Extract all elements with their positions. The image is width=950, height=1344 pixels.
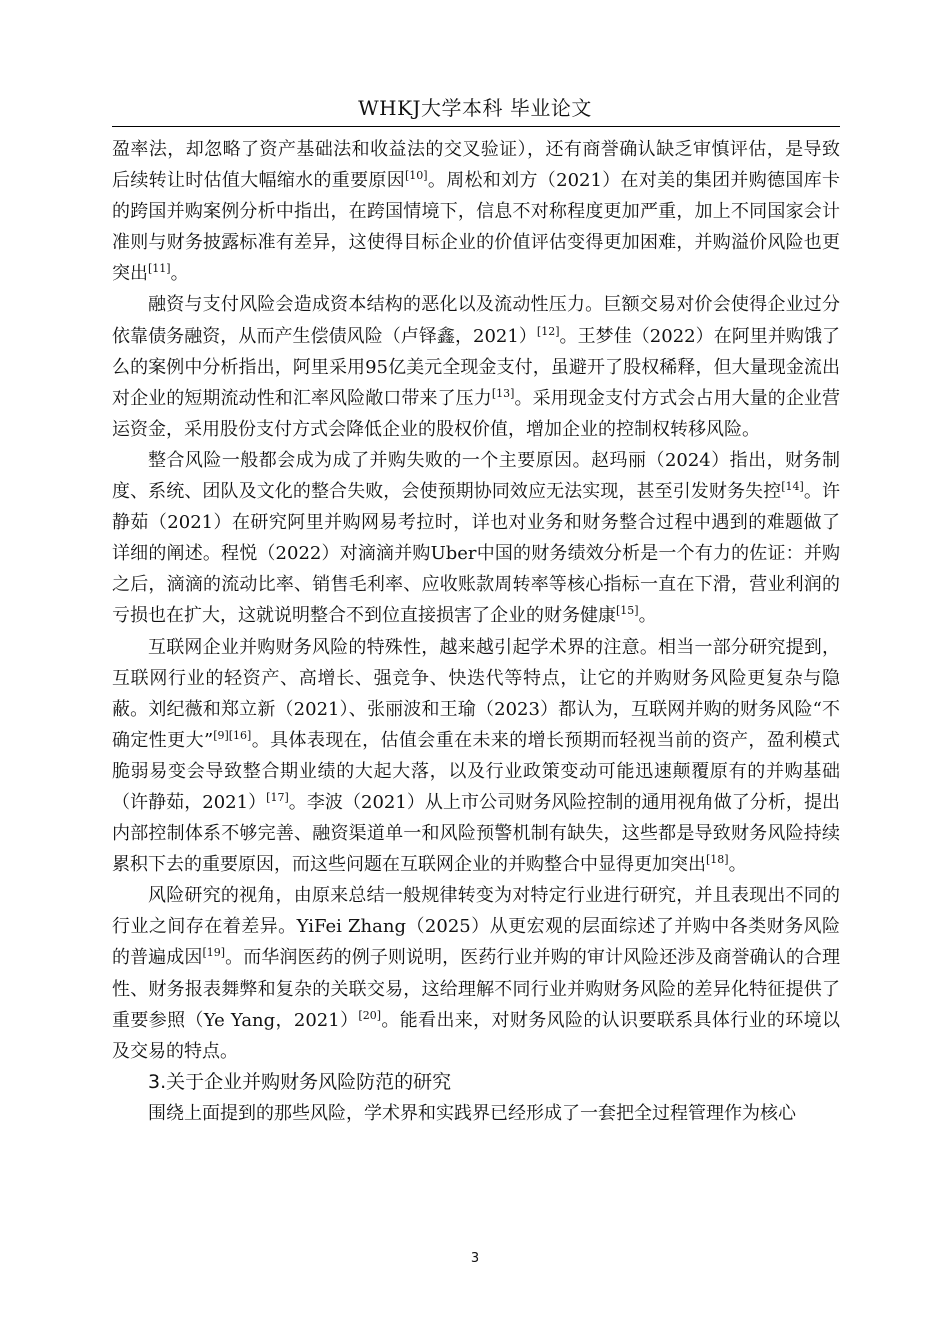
text-run: 。具体表现在，估值会重在未来的增长预期而轻视当前的资产，盈利模式脆弱易变会导致整合期业绩的大起大落，以及行业政策变动可能迅速颠覆原有的并购基础（许静茹，2021）: [112, 729, 841, 813]
paragraph: [112, 445, 840, 632]
citation-ref: [20]: [358, 1008, 382, 1022]
citation-ref: [12]: [536, 324, 560, 338]
text-run: 风险研究的视角，由原来总结一般规律转变为对特定行业进行研究，并且表现出不同的行业之间存在着差异。YiFei Zhang（2025）从更宏观的层面综述了并购中各类财务风险的普遍成因: [112, 885, 840, 969]
citation-ref: [10]: [405, 169, 428, 183]
citation-ref: [17]: [266, 790, 289, 804]
text-run: 。采用现金支付方式会占用大量的企业营运资金，采用股份支付方式会降低企业的股权价值，增加企业的控制权转移风险。: [112, 387, 841, 440]
header-title: 大学本科 毕业论文: [421, 96, 592, 120]
citation-ref: [9][16]: [213, 728, 252, 742]
text-run: 。而华润医药的例子则说明，医药行业并购的审计风险还涉及商誉确认的合理性、财务报表舞弊和复杂的关联交易，这给理解不同行业并购财务风险的差异化特征提供了重要参照（Ye Yang，2021）: [112, 947, 840, 1031]
text-run: 。李波（2021）从上市公司财务风险控制的通用视角做了分析，提出内部控制体系不够完善、融资渠道单一和风险预警机制有缺失，这些都是导致财务风险持续累积下去的重要原因，而这些问题在互联网企业的并购整合中显得更加突出: [112, 791, 840, 876]
section-heading: 3.关于企业并购财务风险防范的研究: [148, 1070, 452, 1093]
text-run: 。许静茹（2021）在研究阿里并购网易考拉时，详也对业务和财务整合过程中遇到的难题做了详细的阐述。程悦（2022）对滴滴并购Uber中国的财务绩效分析是一个有力的佐证：并购之后，滴滴的流动比率、销售毛利率、应收账款周转率等核心指标一直在下滑，营业利润的亏损也在扩大，这就说明整合不到位直接损害了企业的财务健康: [112, 481, 841, 627]
citation-ref: [13]: [491, 386, 515, 400]
body-text: [112, 134, 840, 1129]
page-number: 3: [470, 1251, 480, 1266]
text-run: 盈率法，却忽略了资产基础法和收益法的交叉验证），还有商誉确认缺乏审慎评估，是导致后续转让时估值大幅缩水的重要原因: [112, 139, 840, 192]
citation-ref: [15]: [616, 604, 639, 618]
citation-ref: [19]: [202, 946, 226, 960]
text-run: 。: [170, 263, 189, 285]
citation-ref: [18]: [706, 853, 729, 867]
header-school: WHKJ: [358, 96, 422, 120]
text-run: 。王梦佳（2022）在阿里并购饿了么的案例中分析指出，阿里采用95亿美元全现金支付，虽避开了股权稀释，但大量现金流出对企业的短期流动性和汇率风险敞口带来了压力: [112, 325, 841, 409]
paragraph: 围绕上面提到的那些风险，学术界和实践界已经形成了一套把全过程管理作为核心: [148, 1102, 796, 1124]
text-run: 。周松和刘方（2021）在对美的集团并购德国库卡的跨国并购案例分析中指出，在跨国情境下，信息不对称程度更加严重，加上不同国家会计准则与财务披露标准有差异，这使得目标企业的价值评估变得更加困难，并购溢价风险也更突出: [112, 170, 840, 285]
header-rule: [112, 126, 840, 127]
text-run: 融资与支付风险会造成资本结构的恶化以及流动性压力。巨额交易对价会使得企业过分依靠债务融资，从而产生偿债风险（卢铎鑫，2021）: [112, 294, 840, 347]
text-run: 。: [728, 854, 747, 876]
paragraph: [112, 134, 840, 289]
text-run: 整合风险一般都会成为成了并购失败的一个主要原因。赵玛丽（2024）指出，财务制度、系统、团队及文化的整合失败，会使预期协同效应无法实现，甚至引发财务失控: [112, 449, 840, 503]
page-header: [0, 92, 950, 121]
paragraph: [112, 880, 840, 1067]
text-run: 。: [638, 605, 657, 627]
paragraph: [112, 289, 840, 444]
text-run: 。能看出来，对财务风险的认识要联系具体行业的环境以及交易的特点。: [112, 1009, 840, 1062]
citation-ref: [11]: [148, 262, 171, 276]
paragraph: [112, 632, 840, 881]
text-run: 互联网企业并购财务风险的特殊性，越来越引起学术界的注意。相当一部分研究提到，互联网行业的轻资产、高增长、强竞争、快迭代等特点，让它的并购财务风险更复杂与隐蔽。刘纪薇和郑立新（2021）、张丽波和王瑜（2023）都认为，互联网并购的财务风险“不确定性更大”: [112, 636, 840, 751]
paragraph-list: [112, 134, 840, 1067]
citation-ref: [14]: [781, 480, 804, 494]
